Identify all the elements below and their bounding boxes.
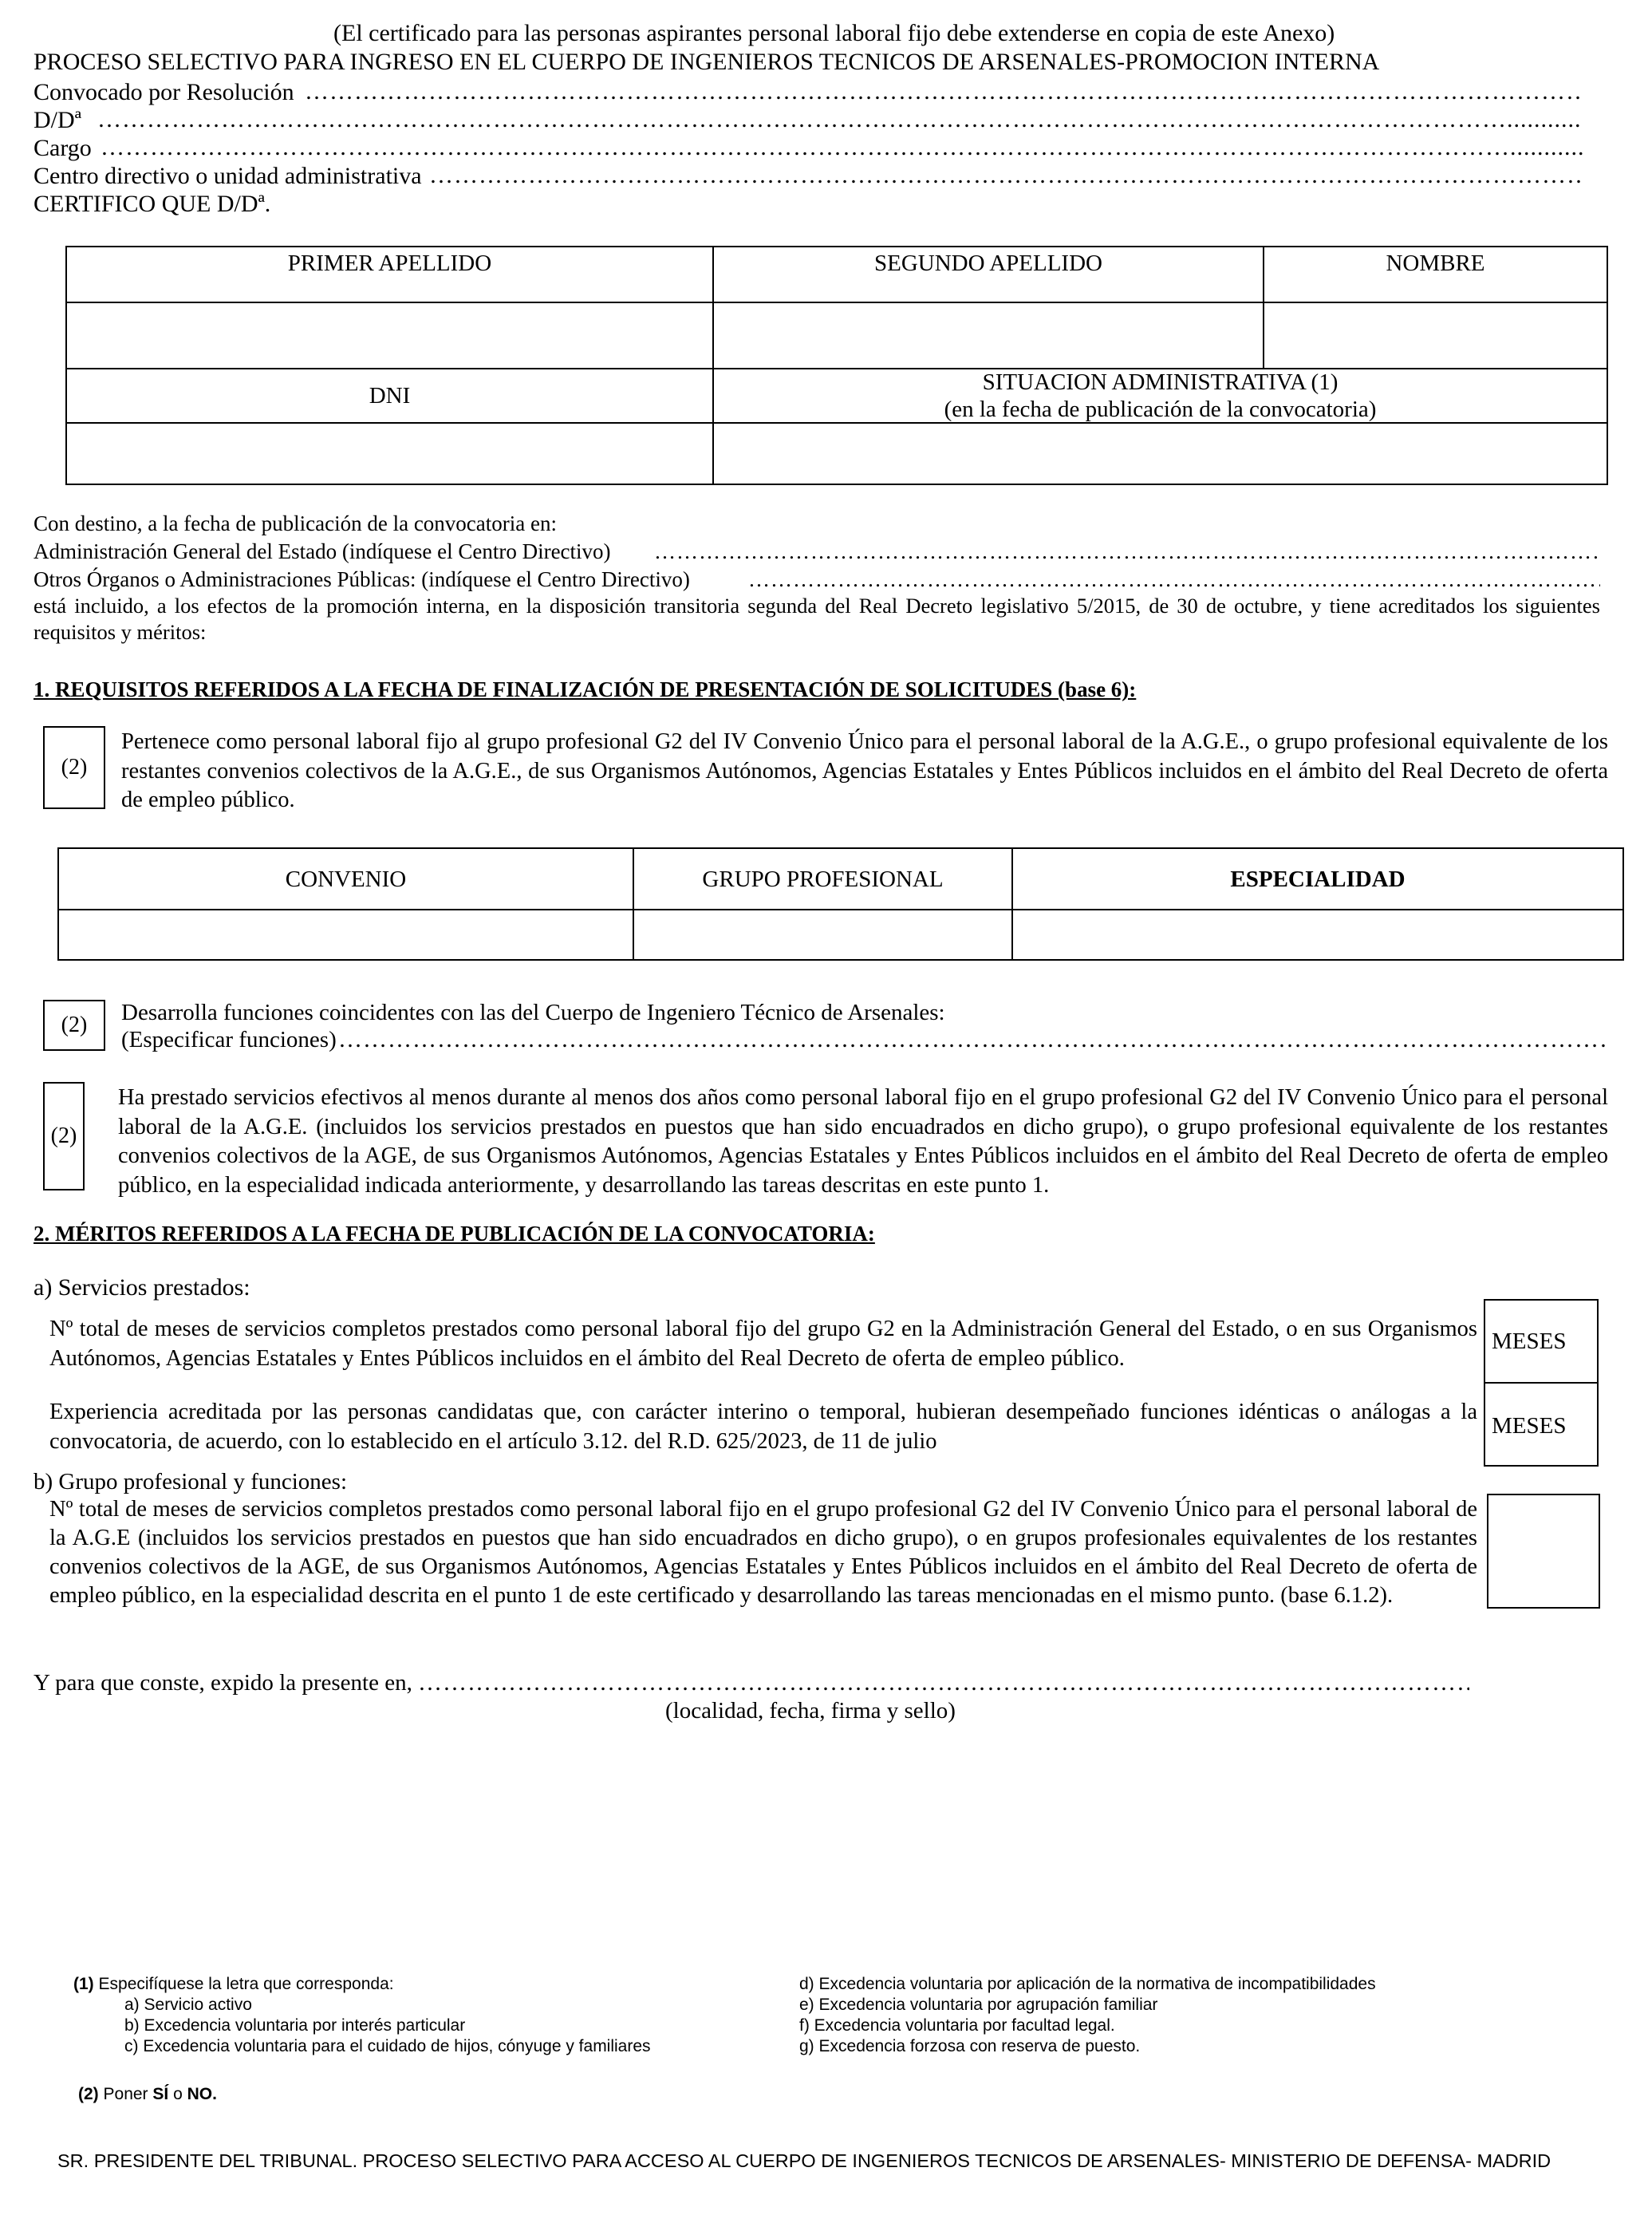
servicios-p2: Experiencia acreditada por las personas candidatas que, con carácter interino o temporal, hubieran desempeñado funciones idénticas o análogas a la convocatoria, de acuerdo, con lo establecido en el artículo 3.12. del R.D. 625/2023, de 11 de julio: [49, 1400, 1477, 1454]
cargo-label: Cargo: [34, 135, 92, 161]
segundo-apellido-input[interactable]: [714, 303, 1263, 368]
item2-line2: (Especificar funciones): [121, 1027, 337, 1052]
footnote-2-no: NO.: [187, 2085, 217, 2103]
footnote-2-label: (2): [78, 2085, 99, 2103]
footnote-right-d: d) Excedencia voluntaria por aplicación de la normativa de incompatibilidades: [799, 1975, 1376, 1993]
situacion-line2: (en la fecha de publicación de la convocatoria): [944, 397, 1377, 422]
col-situacion: [714, 369, 1607, 422]
item3-text: Ha prestado servicios efectivos al menos durante al menos dos años como personal laboral fijo en el grupo profesional G2 del IV Convenio Único para el personal laboral de la A.G.E. (incluidos los servicios prestados en puestos que han sido encuadrados en dicho grupo), o grupo profesional equivalente de los restantes convenios colectivos de la AGE, de sus Organismos Autónomos, Agencias Estatales y Entes Públicos incluidos en el ámbito del Real Decreto de oferta de empleo público, en la especialidad indicada anteriormente, y desarrollando las tareas descritas en este punto 1.: [118, 1085, 1608, 1198]
destino-otros-field[interactable]: [748, 567, 1600, 592]
footnote-right-e: e) Excedencia voluntaria por agrupación familiar: [799, 1996, 1158, 2014]
certifico-label: CERTIFICO QUE D/Dª.: [34, 191, 271, 217]
dda-field[interactable]: [97, 106, 1583, 133]
footnote-1: [73, 1974, 394, 1995]
primer-apellido-input[interactable]: [67, 303, 712, 368]
grupo-title: b) Grupo profesional y funciones:: [34, 1469, 348, 1494]
localidad-caption: (localidad, fecha, firma y sello): [665, 1698, 956, 1723]
convenio-input[interactable]: [59, 910, 633, 959]
destino-intro: Con destino, a la fecha de publicación de la convocatoria en:: [34, 511, 557, 535]
section2-heading: 2. MÉRITOS REFERIDOS A LA FECHA DE PUBLICACIÓN DE LA CONVOCATORIA:: [34, 1222, 875, 1246]
item1-mark: (2): [61, 755, 88, 780]
dda-label: D/Dª: [34, 107, 81, 133]
col-nombre: NOMBRE: [1386, 251, 1485, 276]
cargo-field[interactable]: [101, 134, 1583, 161]
centro-field[interactable]: [429, 162, 1583, 189]
servicios-p1: Nº total de meses de servicios completos prestados como personal laboral fijo del grupo G2 en la Administración General del Estado, o en sus Organismos Autónomos, Agencias Estatales y Entes Públicos incluidos en el ámbito del Real Decreto de oferta de empleo público.: [49, 1317, 1477, 1371]
destino-age-field[interactable]: [654, 539, 1600, 564]
expido-field[interactable]: [418, 1669, 1469, 1696]
footnote-right-f: f) Excedencia voluntaria por facultad legal.: [799, 2016, 1115, 2035]
footnote-2-si: SÍ: [152, 2085, 169, 2103]
col-segundo-apellido: SEGUNDO APELLIDO: [874, 251, 1102, 276]
section1-heading: 1. REQUISITOS REFERIDOS A LA FECHA DE FINALIZACIÓN DE PRESENTACIÓN DE SOLICITUDES (base 6):: [34, 677, 1137, 701]
meses-label-2: MESES: [1492, 1413, 1567, 1439]
footnote-1-label: (1): [73, 1975, 94, 1993]
meses-label-1: MESES: [1492, 1329, 1567, 1354]
footnote-left-b: b) Excedencia voluntaria por interés particular: [124, 2016, 466, 2035]
grupo-box[interactable]: [1487, 1494, 1600, 1609]
destino-age-label: Administración General del Estado (indíquese el Centro Directivo): [34, 539, 611, 563]
expido-label: Y para que conste, expido la presente en,: [34, 1670, 412, 1696]
item3-mark: (2): [50, 1123, 77, 1148]
header-note: (El certificado para las personas aspirantes personal laboral fijo debe extenderse en copia de este Anexo): [333, 20, 1335, 46]
col-dni: DNI: [369, 383, 411, 409]
col-especialidad: ESPECIALIDAD: [1230, 866, 1406, 892]
col-primer-apellido: PRIMER APELLIDO: [287, 251, 492, 276]
situacion-line1: SITUACION ADMINISTRATIVA (1): [982, 369, 1339, 395]
dni-input[interactable]: [67, 424, 712, 484]
addressee: SR. PRESIDENTE DEL TRIBUNAL. PROCESO SELECTIVO PARA ACCESO AL CUERPO DE INGENIEROS TECNICOS DE ARSENALES- MINISTERIO DE DEFENSA- MADRID: [57, 2150, 1551, 2171]
footnote-right-g: g) Excedencia forzosa con reserva de puesto.: [799, 2037, 1141, 2055]
item2-funciones-field[interactable]: [338, 1026, 1608, 1053]
page-title: PROCESO SELECTIVO PARA INGRESO EN EL CUERPO DE INGENIEROS TECNICOS DE ARSENALES-PROMOCION INTERNA: [34, 49, 1380, 75]
especialidad-input[interactable]: [1013, 910, 1622, 959]
item2-line1: Desarrolla funciones coincidentes con las del Cuerpo de Ingeniero Técnico de Arsenales:: [121, 1000, 945, 1025]
nombre-input[interactable]: [1264, 303, 1607, 368]
footnote-2-pre: Poner: [103, 2085, 148, 2103]
servicios-title: a) Servicios prestados:: [34, 1274, 250, 1301]
footnote-left-a: a) Servicio activo: [124, 1996, 252, 2014]
footnote-1-text: Especifíquese la letra que corresponda:: [98, 1975, 394, 1993]
grupo-text: Nº total de meses de servicios completos prestados como personal laboral fijo en el grupo profesional G2 del IV Convenio Único para el personal laboral de la A.G.E (incluidos los servicios prestados en puestos que han sido encuadrados en dicho grupo), o en grupos profesionales equivalentes de los restantes convenios colectivos de la AGE, de sus Organismos Autónomos, Agencias Estatales y Entes Públicos incluidos en el ámbito del Real Decreto de oferta de empleo público, en la especialidad descrita en el punto 1 de este certificado y desarrollando las tareas mencionadas en el mismo punto. (base 6.1.2).: [49, 1497, 1477, 1608]
footnote-2: [78, 2084, 217, 2105]
item1-text: Pertenece como personal laboral fijo al grupo profesional G2 del IV Convenio Único para el personal laboral de la A.G.E., o grupo profesional equivalente de los restantes convenios colectivos de la A.G.E., de sus Organismos Autónomos, Agencias Estatales y Entes Públicos incluidos en el ámbito del Real Decreto de oferta de empleo público.: [121, 729, 1608, 812]
centro-label: Centro directivo o unidad administrativa: [34, 163, 422, 189]
destino-incluido: está incluido, a los efectos de la promoción interna, en la disposición transitoria segunda del Real Decreto legislativo 5/2015, de 30 de octubre, y tiene acreditados los siguientes requisitos y méritos:: [34, 594, 1600, 644]
destino-otros-label: Otros Órganos o Administraciones Públicas: (indíquese el Centro Directivo): [34, 567, 690, 591]
col-grupo-profesional: GRUPO PROFESIONAL: [702, 866, 944, 892]
resolucion-label: Convocado por Resolución: [34, 79, 294, 105]
footnote-2-o: o: [173, 2085, 183, 2103]
footnote-left-c: c) Excedencia voluntaria para el cuidado de hijos, cónyuge y familiares: [124, 2037, 651, 2055]
resolucion-field[interactable]: [305, 78, 1583, 105]
col-convenio: CONVENIO: [285, 866, 407, 892]
item2-mark: (2): [61, 1013, 88, 1037]
grupo-profesional-input[interactable]: [634, 910, 1011, 959]
situacion-input[interactable]: [714, 424, 1607, 484]
